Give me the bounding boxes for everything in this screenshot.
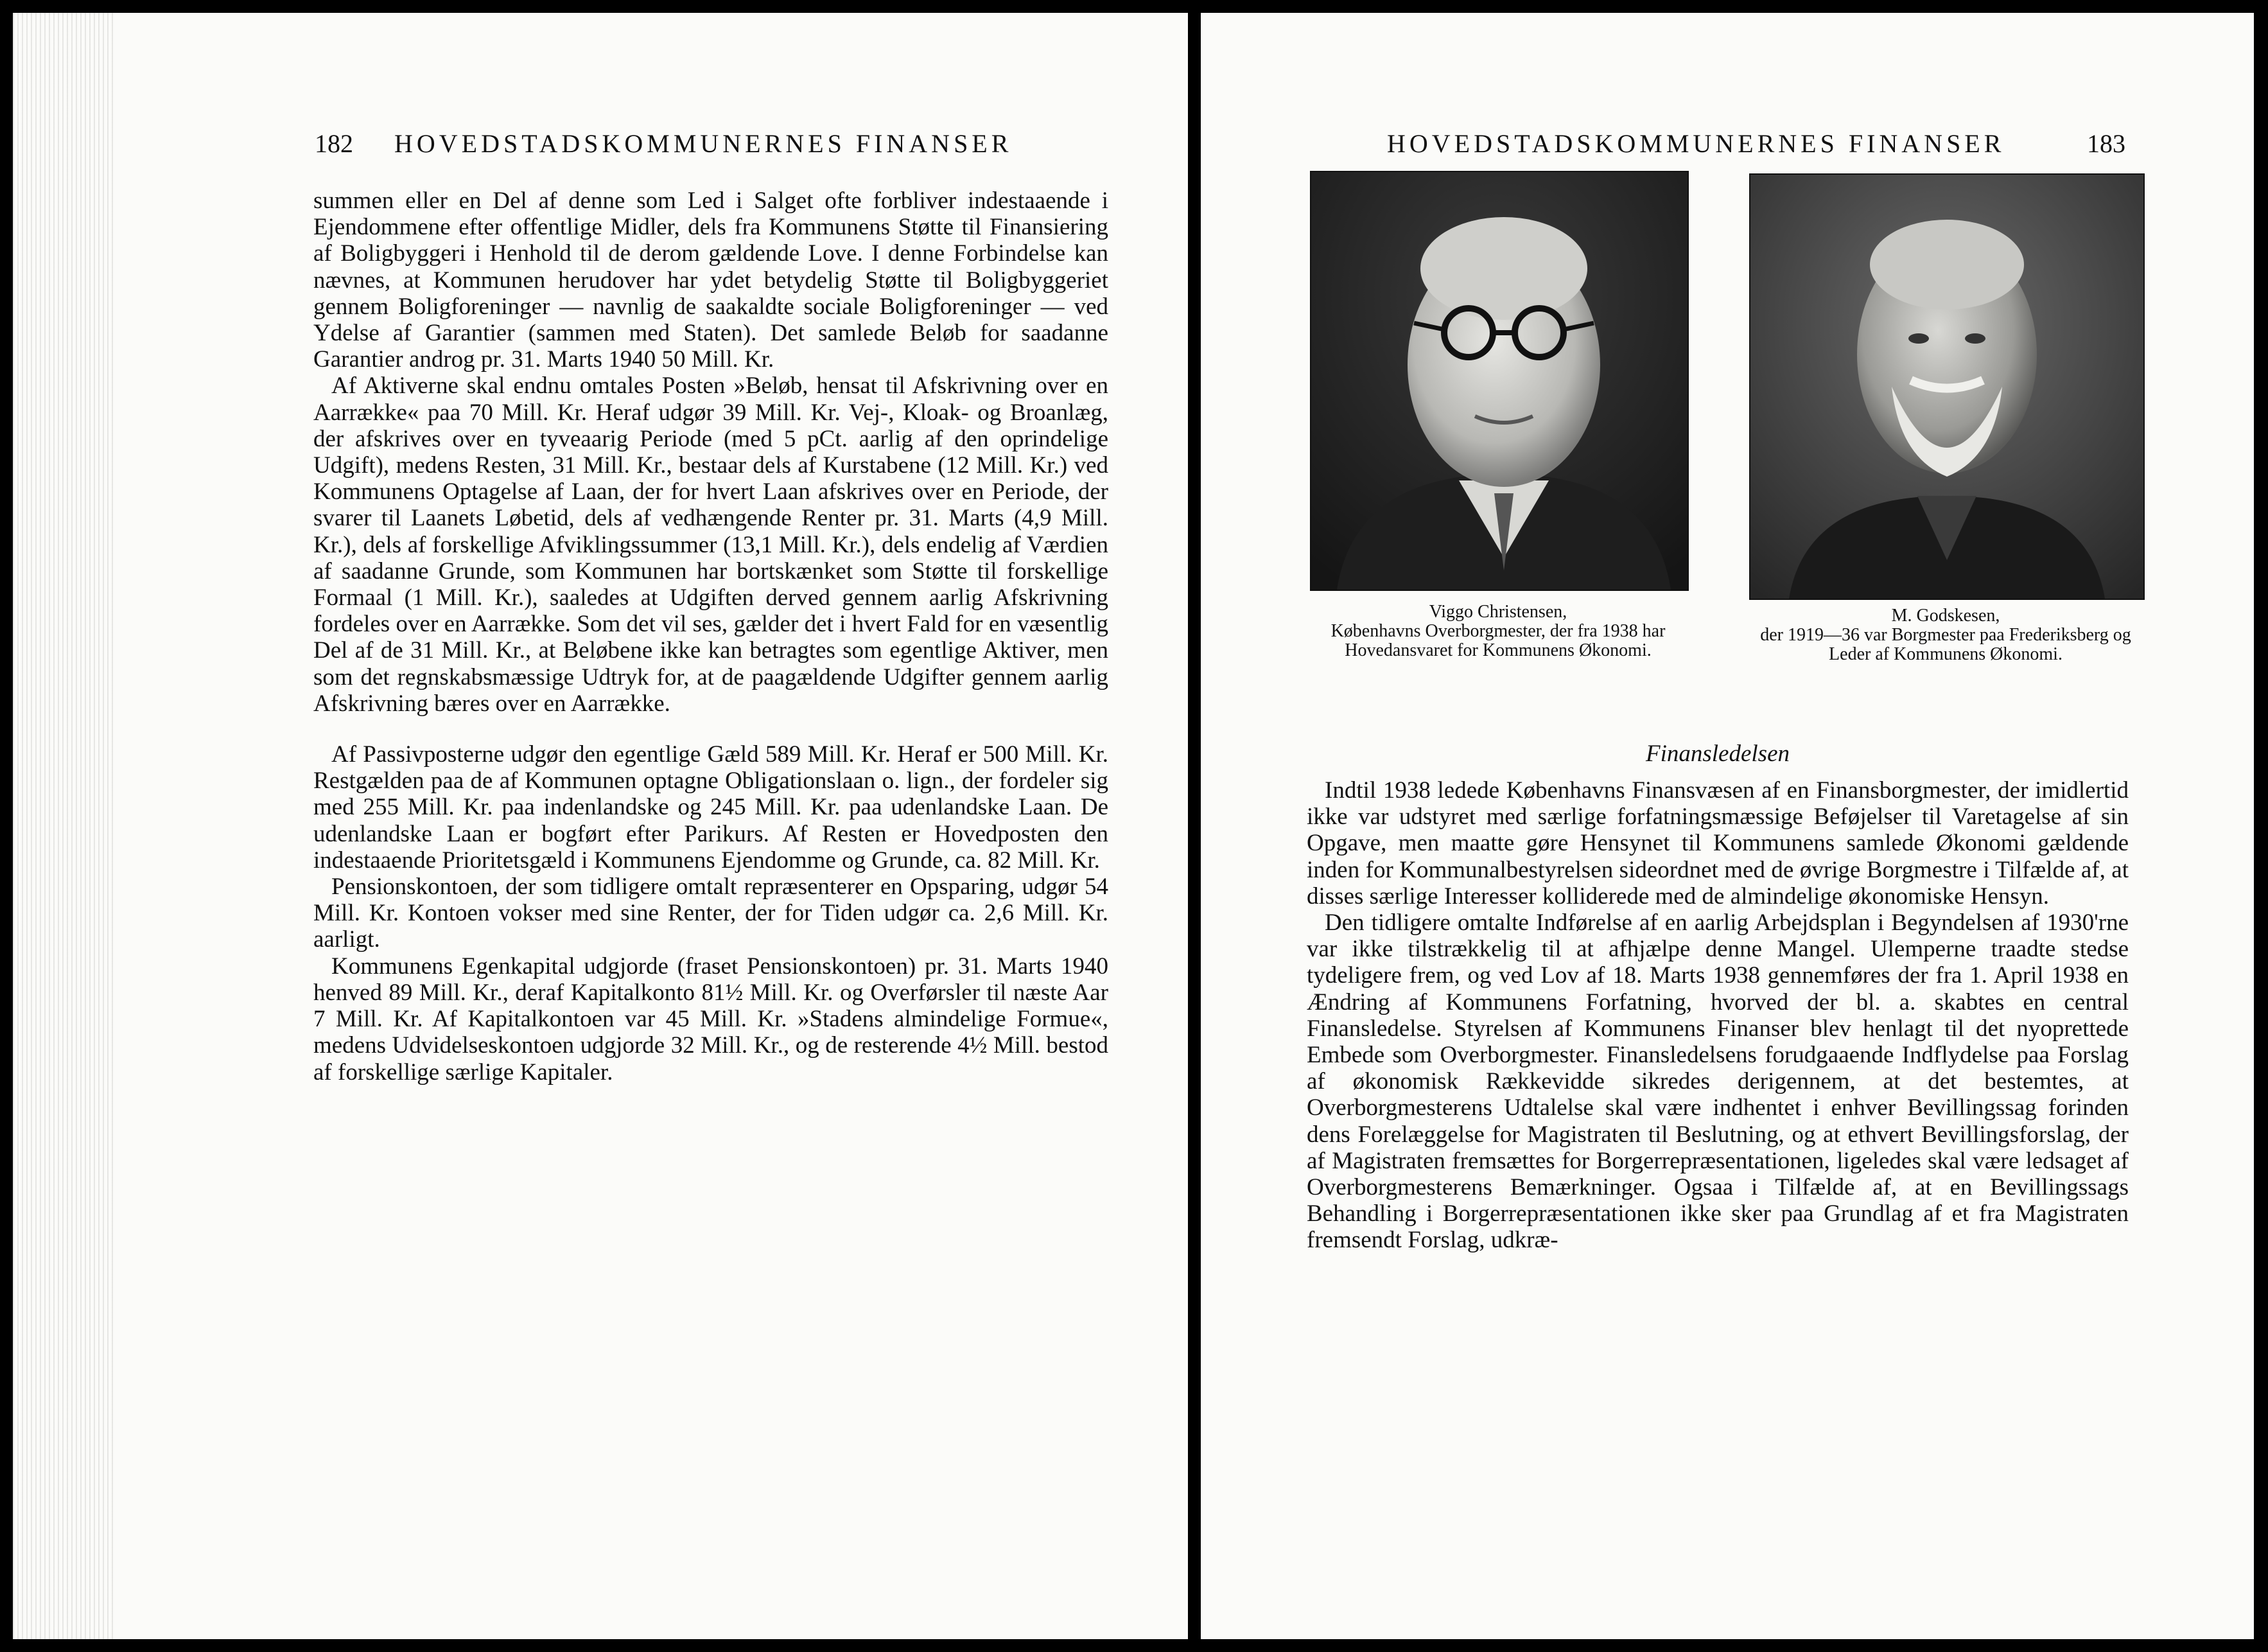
caption-description: der 1919—36 var Borgmester paa Frederiksberg og Leder af Kommunens Økonomi. (1760, 625, 2131, 664)
right-page-number: 183 (2087, 129, 2125, 158)
left-running-head (315, 128, 1012, 159)
caption-christensen (1310, 602, 1686, 660)
paragraph: Af Passivposterne udgør den egentlige Gæld 589 Mill. Kr. Heraf er 500 Mill. Kr. Restgælden paa de af Kommunen optagne Obligationslaan o. lign., der fordeler sig med 255 Mill. Kr. paa indenlandske og 245 Mill. Kr. paa udenlandske Laan. De udenlandske Laan er bogført efter Parikurs. Af Resten er Hovedposten den indestaaende Prioritetsgæld i Kommunens Ejendomme og Grunde, ca. 82 Mill. Kr. (313, 741, 1108, 874)
section-heading: Finansledelsen (1645, 741, 1790, 767)
left-page (13, 13, 1188, 1639)
portrait-photo-christensen (1310, 171, 1689, 591)
portrait-godskesen-image (1750, 175, 2143, 599)
right-running-head (1387, 128, 2125, 159)
paragraph: Pensionskontoen, der som tidligere omtalt repræsenterer en Opsparing, udgør 54 Mill. Kr. Kontoen vokser med sine Renter, der for Tiden udgør ca. 2,6 Mill. Kr. aarligt. (313, 874, 1108, 953)
caption-godskesen (1749, 606, 2142, 664)
portrait-christensen-image (1311, 172, 1688, 590)
paragraph: Af Aktiverne skal endnu omtales Posten »Beløb, hensat til Afskrivning over en Aarrække« paa 70 Mill. Kr. Heraf udgør 39 Mill. Kr. Vej-, Kloak- og Broanlæg, der afskrives over en tyveaarig Periode (med 5 pCt. aarlig af den oprindelige Udgift), medens Resten, 31 Mill. Kr., bestaar dels af Kurstabene (12 Mill. Kr.) ved Kommunens Optagelse af Laan, der for hvert Laan afskrives over en Periode, der svarer til Laanets Løbetid, dels af vedhængende Renter pr. 31. Marts (4,9 Mill. Kr.), dels af forskellige Afviklingssummer (13,1 Mill. Kr.), dels endelig af Værdien af saadanne Grunde, som Kommunen har bortskænket som Støtte til forskellige Formaal (1 Mill. Kr.), saaledes at Udgiften derved gennem aarlig Afskrivning fordeles over en Aarrække. Som det vil ses, gælder det i hvert Fald for en væsentlig Del af de 31 Mill. Kr., at Beløbene ikke kan betragtes som egentlige Aktiver, men som det regnskabsmæssige Udtryk for, at de paagældende Udgifter gennem aarlig Afskrivning bæres over en Aarrække. (313, 373, 1108, 717)
paragraph: summen eller en Del af denne som Led i Salget ofte forbliver indestaaende i Ejendommene efter offentlige Midler, dels fra Kommunens Støtte til Finansiering af Boligbyggeri i Henhold til de derom gældende Love. I denne Forbindelse kan nævnes, at Kommunen herudover har ydet betydelig Støtte til Boligbyggeriet gennem Boligforeninger — navnlig de saakaldte sociale Boligforeninger — ved Ydelse af Garantier (sammen med Staten). Det samlede Beløb for saadanne Garantier androg pr. 31. Marts 1940 50 Mill. Kr. (313, 188, 1108, 373)
left-running-title: HOVEDSTADSKOMMUNERNES FINANSER (394, 129, 1013, 158)
right-page (1201, 13, 2254, 1639)
left-page-number: 182 (315, 129, 353, 158)
page-edge-stack (13, 13, 116, 1639)
caption-name: M. Godskesen, (1891, 606, 2000, 626)
caption-name: Viggo Christensen, (1429, 602, 1567, 622)
right-body-text (1307, 777, 2129, 1254)
portrait-photo-godskesen (1749, 173, 2145, 600)
left-body-text (313, 188, 1108, 1085)
paragraph: Indtil 1938 ledede Københavns Finansvæsen af en Finansborgmester, der imidlertid ikke var udstyret med særlige forfatningsmæssige Beføjelser til Varetagelse af sin Opgave, men maatte gøre Hensynet til Kommunens samlede Økonomi gældende inden for Kommunalbestyrelsen sideordnet med de øvrige Borgmestre i Tilfælde af, at disses særlige Interesser kolliderede med de almindelige økonomiske Hensyn. (1307, 777, 2129, 909)
right-running-title: HOVEDSTADSKOMMUNERNES FINANSER (1387, 129, 2005, 158)
paragraph: Kommunens Egenkapital udgjorde (fraset Pensionskontoen) pr. 31. Marts 1940 henved 89 Mill. Kr., deraf Kapitalkonto 81½ Mill. Kr. og Overførsler til næste Aar 7 Mill. Kr. Af Kapitalkontoen var 45 Mill. Kr. »Stadens almindelige Formue«, medens Udvidelseskontoen udgjorde 32 Mill. Kr., og de resterende 4½ Mill. bestod af forskellige særlige Kapitaler. (313, 953, 1108, 1085)
paragraph: Den tidligere omtalte Indførelse af en aarlig Arbejdsplan i Begyndelsen af 1930'rne var ikke tilstrækkelig til at afhjælpe denne Mangel. Ulemperne traadte stedse tydeligere frem, og ved Lov af 18. Marts 1938 gennemføres der fra 1. April 1938 en Ændring af Kommunens Forfatning, hvorved der bl. a. skabtes en central Finansledelse. Styrelsen af Kommunens Finanser blev henlagt til det nyoprettede Embede som Overborgmester. Finansledelsens forudgaaende Indflydelse paa Forslag af økonomisk Rækkevidde sikredes derigennem, at det bestemtes, at Overborgmesterens Udtalelse skal være indhentet i enhver Bevillingssag forinden dens Forelæggelse for Magistraten til Beslutning, og at ethvert Bevillingsforslag, der af Magistraten fremsættes for Borgerrepræsentationen, ligeledes skal være ledsaget af Overborgmesterens Bemærkninger. Ogsaa i Tilfælde af, at en Bevillingssags Behandling i Borgerrepræsentationen ikke sker paa Grundlag af et fra Magistraten fremsendt Forslag, udkræ- (1307, 909, 2129, 1254)
caption-description: Københavns Overborgmester, der fra 1938 har Hovedansvaret for Kommunens Økonomi. (1330, 621, 1666, 660)
